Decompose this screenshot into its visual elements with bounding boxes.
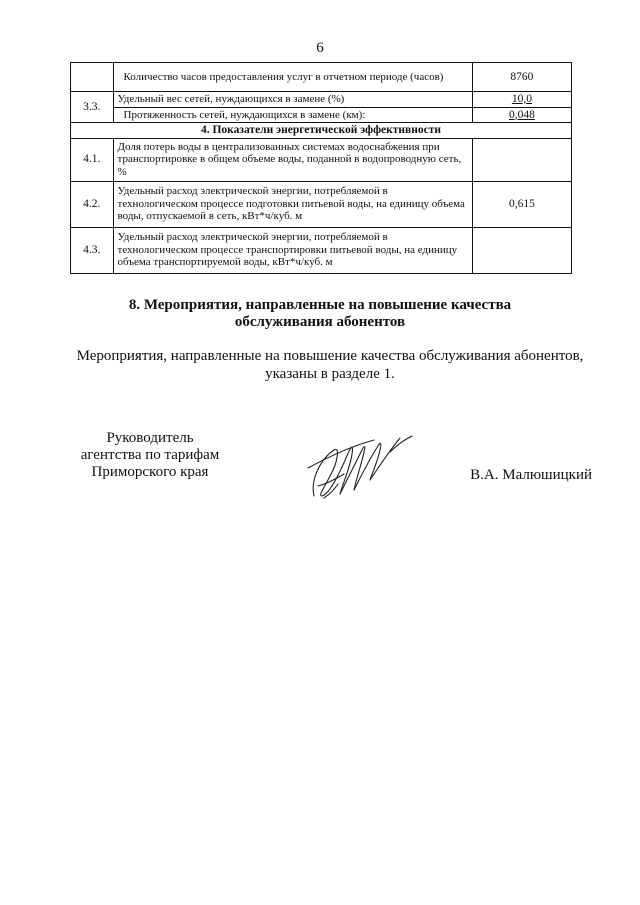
table-row bbox=[71, 123, 572, 139]
table-row bbox=[71, 227, 572, 273]
handwritten-signature bbox=[300, 428, 420, 508]
row-description-cell: Удельный вес сетей, нуждающихся в замене (%) bbox=[113, 92, 472, 108]
row-number-cell: 4.1. bbox=[71, 138, 114, 181]
row-description-cell: Доля потерь воды в централизованных системах водоснабжения при транспортировке в общем объеме воды, поданной в водопроводную сеть, % bbox=[113, 138, 472, 181]
row-description: Протяженность сетей, нуждающихся в замене (км): bbox=[123, 108, 366, 121]
paragraph-line: указаны в разделе 1. bbox=[265, 366, 395, 382]
section-header-cell: 4. Показатели энергетической эффективности bbox=[71, 123, 572, 139]
section-heading-line: обслуживания абонентов bbox=[234, 314, 406, 330]
row-value-cell bbox=[472, 227, 571, 273]
row-description-cell bbox=[113, 107, 472, 123]
table-row bbox=[71, 63, 572, 92]
row-value-cell: 8760 bbox=[472, 63, 571, 92]
row-number-cell: 4.2. bbox=[71, 181, 114, 227]
row-description-cell: Удельный расход электрической энергии, потребляемой в технологическом процессе подготовки питьевой воды, на единицу объема воды, отпускаемой в сеть, кВт*ч/куб. м bbox=[113, 181, 472, 227]
row-value: 10,0 bbox=[511, 93, 532, 105]
page-number: 6 bbox=[316, 40, 324, 56]
row-number-cell: 3.3. bbox=[71, 92, 114, 123]
row-value-cell bbox=[472, 92, 571, 108]
section-heading bbox=[0, 297, 640, 331]
signer-title-line: Руководитель bbox=[106, 430, 194, 446]
table-row bbox=[71, 181, 572, 227]
paragraph-line: Мероприятия, направленные на повышение качества обслуживания абонентов, bbox=[76, 348, 584, 364]
signer-name: В.А. Малюшицкий bbox=[470, 467, 592, 483]
signer-title-line: агентства по тарифам bbox=[80, 447, 220, 463]
table-row bbox=[71, 107, 572, 123]
row-number-cell bbox=[71, 63, 114, 92]
row-value: 0,048 bbox=[508, 108, 535, 121]
signer-title bbox=[70, 430, 230, 481]
indicators-table bbox=[70, 62, 572, 274]
table-row bbox=[71, 92, 572, 108]
row-description-cell bbox=[113, 63, 472, 92]
signer-title-line: Приморского края bbox=[91, 464, 209, 480]
row-number-cell: 4.3. bbox=[71, 227, 114, 273]
row-description-cell: Удельный расход электрической энергии, потребляемой в технологическом процессе транспортировки питьевой воды, на единицу объема транспортируемой воды, кВт*ч/куб. м bbox=[113, 227, 472, 273]
row-value-cell bbox=[472, 138, 571, 181]
table-row bbox=[71, 138, 572, 181]
row-value-cell bbox=[472, 107, 571, 123]
row-value-cell: 0,615 bbox=[472, 181, 571, 227]
section-paragraph bbox=[60, 347, 600, 383]
row-description: Количество часов предоставления услуг в отчетном периоде (часов) bbox=[123, 70, 444, 83]
section-heading-line: 8. Мероприятия, направленные на повышение качества bbox=[128, 297, 512, 313]
